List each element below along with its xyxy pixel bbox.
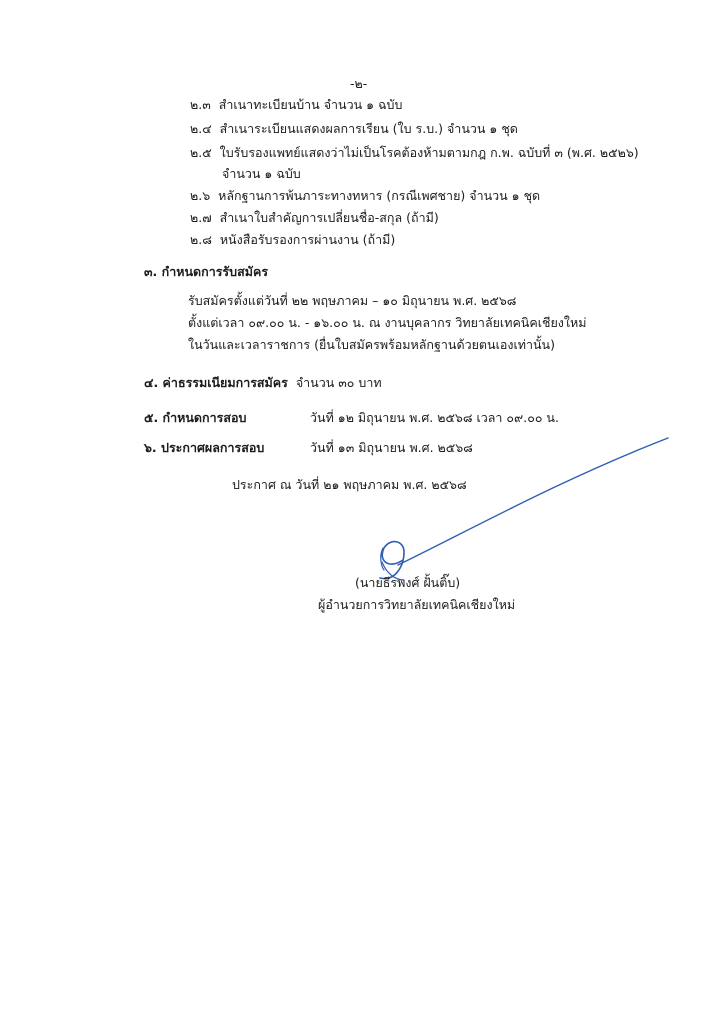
section4-heading: ๔. ค่าธรรมเนียมการสมัคร bbox=[144, 375, 288, 390]
section5-value: วันที่ ๑๒ มิถุนายน พ.ศ. ๒๕๖๘ เวลา ๐๙.๐๐ น. bbox=[310, 410, 559, 425]
item-text: สำเนาระเบียนแสดงผลการเรียน (ใบ ร.บ.) จำนวน ๑ ชุด bbox=[219, 121, 518, 136]
section3-line: ในวันและเวลาราชการ (ยื่นใบสมัครพร้อมหลักฐานด้วยตนเองเท่านั้น) bbox=[188, 337, 555, 352]
list-item bbox=[190, 121, 518, 137]
item-text: หนังสือรับรองการผ่านงาน (ถ้ามี) bbox=[219, 232, 396, 247]
item-number: ๒.๕ bbox=[190, 145, 212, 160]
item-text: ใบรับรองแพทย์แสดงว่าไม่เป็นโรคต้องห้ามตามกฎ ก.พ. ฉบับที่ ๓ (พ.ศ. ๒๕๒๖) bbox=[219, 145, 639, 160]
item-text: สำเนาทะเบียนบ้าน จำนวน ๑ ฉบับ bbox=[218, 97, 403, 112]
section6-heading: ๖. ประกาศผลการสอบ bbox=[144, 440, 265, 455]
list-item-continuation bbox=[222, 166, 301, 182]
list-item bbox=[190, 145, 639, 161]
signer-name: (นายธีรพงศ์ ฝั้นติ๊บ) bbox=[355, 575, 461, 590]
announcement-date: ประกาศ ณ วันที่ ๒๑ พฤษภาคม พ.ศ. ๒๕๖๘ bbox=[232, 477, 467, 492]
list-item bbox=[190, 232, 395, 248]
section3-heading: ๓. กำหนดการรับสมัคร bbox=[144, 264, 269, 279]
item-number: ๒.๔ bbox=[190, 121, 212, 136]
list-item bbox=[190, 210, 439, 226]
section3-line: ตั้งแต่เวลา ๐๙.๐๐ น. - ๑๖.๐๐ น. ณ งานบุคลากร วิทยาลัยเทคนิคเชียงใหม่ bbox=[188, 315, 587, 330]
item-text: หลักฐานการพ้นภาระทางทหาร (กรณีเพศชาย) จำนวน ๑ ชุด bbox=[218, 188, 541, 203]
item-text: สำเนาใบสำคัญการเปลี่ยนชื่อ-สกุล (ถ้ามี) bbox=[219, 210, 439, 225]
list-item bbox=[190, 188, 540, 204]
item-number: ๒.๗ bbox=[190, 210, 212, 225]
section3-line: รับสมัครตั้งแต่วันที่ ๒๒ พฤษภาคม – ๑๐ มิถุนายน พ.ศ. ๒๕๖๘ bbox=[188, 293, 517, 308]
signer-title: ผู้อำนวยการวิทยาลัยเทคนิคเชียงใหม่ bbox=[318, 597, 516, 612]
page-number: -๒- bbox=[350, 76, 368, 91]
item-number: ๒.๓ bbox=[190, 97, 211, 112]
section4-value: จำนวน ๓๐ บาท bbox=[295, 375, 382, 390]
item-text: จำนวน ๑ ฉบับ bbox=[222, 166, 301, 181]
section6-value: วันที่ ๑๓ มิถุนายน พ.ศ. ๒๕๖๘ bbox=[310, 440, 473, 455]
section5-heading: ๕. กำหนดการสอบ bbox=[144, 410, 247, 425]
item-number: ๒.๖ bbox=[190, 188, 211, 203]
section4-row bbox=[144, 375, 382, 391]
item-number: ๒.๘ bbox=[190, 232, 212, 247]
list-item bbox=[190, 97, 402, 113]
